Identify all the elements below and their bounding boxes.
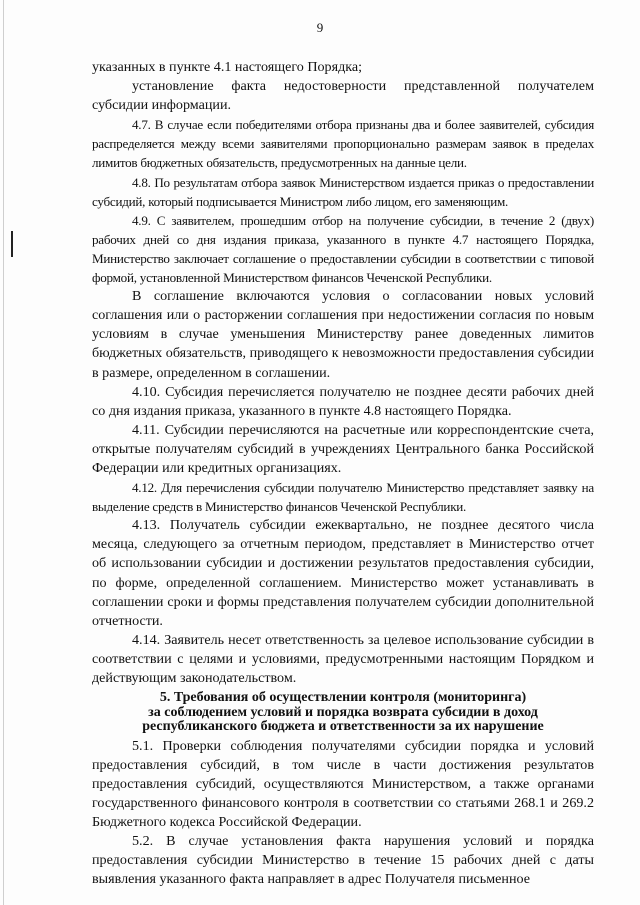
paragraphs-after-heading [92,737,594,890]
paragraph: 4.10. Субсидия перечисляется получателю не позднее десяти рабочих дней со дня издания приказа, указанного в пункте 4.8 настоящего Порядка. [92,383,594,419]
paragraph: 4.11. Субсидии перечисляются на расчетные или корреспондентские счета, открытые получателям субсидий в учреждениях Центрального банка Российской Федерации или кредитных организациях. [92,421,594,476]
paragraph: 4.14. Заявитель несет ответственность за целевое использование субсидии в соответствии с целями и условиями, предусмотренными настоящим Порядком и действующим законодательством. [92,631,594,686]
paragraph: 4.8. По результатам отбора заявок Министерством издается приказ о предоставлении субсидий, который подписывается Министром либо лицом, его заменяющим. [92,174,594,209]
page-number: 9 [316,20,324,35]
paragraph: установление факта недостоверности представленной получателем субсидии информации. [92,78,594,114]
section-heading-line: 5. Требования об осуществлении контроля (мониторинга) [159,690,527,706]
paragraphs-before-heading [92,58,594,688]
scan-edge-mark [11,231,13,257]
paragraph: указанных в пункте 4.1 настоящего Порядка; [92,59,363,75]
paragraph: 4.9. С заявителем, прошедшим отбор на получение субсидии, в течение 2 (двух) рабочих дней со дня издания приказа, указанного в пункте 4.7 настоящего Порядка, Министерство заключает соглашение о предоставлении субсидии в соответствии с типовой формой, установленной Министерством финансов Чеченской Республики. [92,212,594,286]
paragraph: В соглашение включаются условия о согласовании новых условий соглашения или о расторжении соглашения при недостижении согласия по новым условиям в случае уменьшения Министерству ранее доведенных лимитов бюджетных обязательств, приводящего к невозможности предоставления субсидии в размере, определенном в соглашении. [92,288,594,381]
section-heading-line: за соблюдением условий и порядка возврата субсидии в доход [148,704,538,720]
paragraph: 4.13. Получатель субсидии ежеквартально, не позднее десятого числа месяца, следующего за отчетным периодом, представляет в Министерство отчет об использовании субсидии и достижении результатов предоставления субсидии, по форме, определенной соглашением. Министерство может устанавливать в соглашении сроки и формы представления получателем субсидии дополнительной отчетности. [92,517,594,629]
scan-edge-mark [3,0,4,905]
paragraph: 4.12. Для перечисления субсидии получателю Министерство представляет заявку на выделение средств в Министерство финансов Чеченской Республики. [92,480,594,515]
document-body [92,58,594,889]
paragraph: 5.1. Проверки соблюдения получателями субсидии порядка и условий предоставления субсидий, в том числе в части достижения результатов предоставления субсидий, осуществляются Министерством, а также органами государственного финансового контроля в соответствии со статьями 268.1 и 269.2 Бюджетного кодекса Российской Федерации. [92,737,594,830]
paragraph: 4.7. В случае если победителями отбора признаны два и более заявителей, субсидия распределяется между всеми заявителями пропорционально размерам заявок в пределах лимитов бюджетных обязательств, предусмотренных на данные цели. [92,117,594,171]
section-heading-line: республиканского бюджета и ответственности за их нарушение [142,719,544,735]
paragraph: 5.2. В случае установления факта нарушения условий и порядка предоставления субсидии Министерство в течение 15 рабочих дней с даты выявления указанного факта направляет в адрес Получателя письменное [92,833,594,888]
section-heading [92,691,594,735]
